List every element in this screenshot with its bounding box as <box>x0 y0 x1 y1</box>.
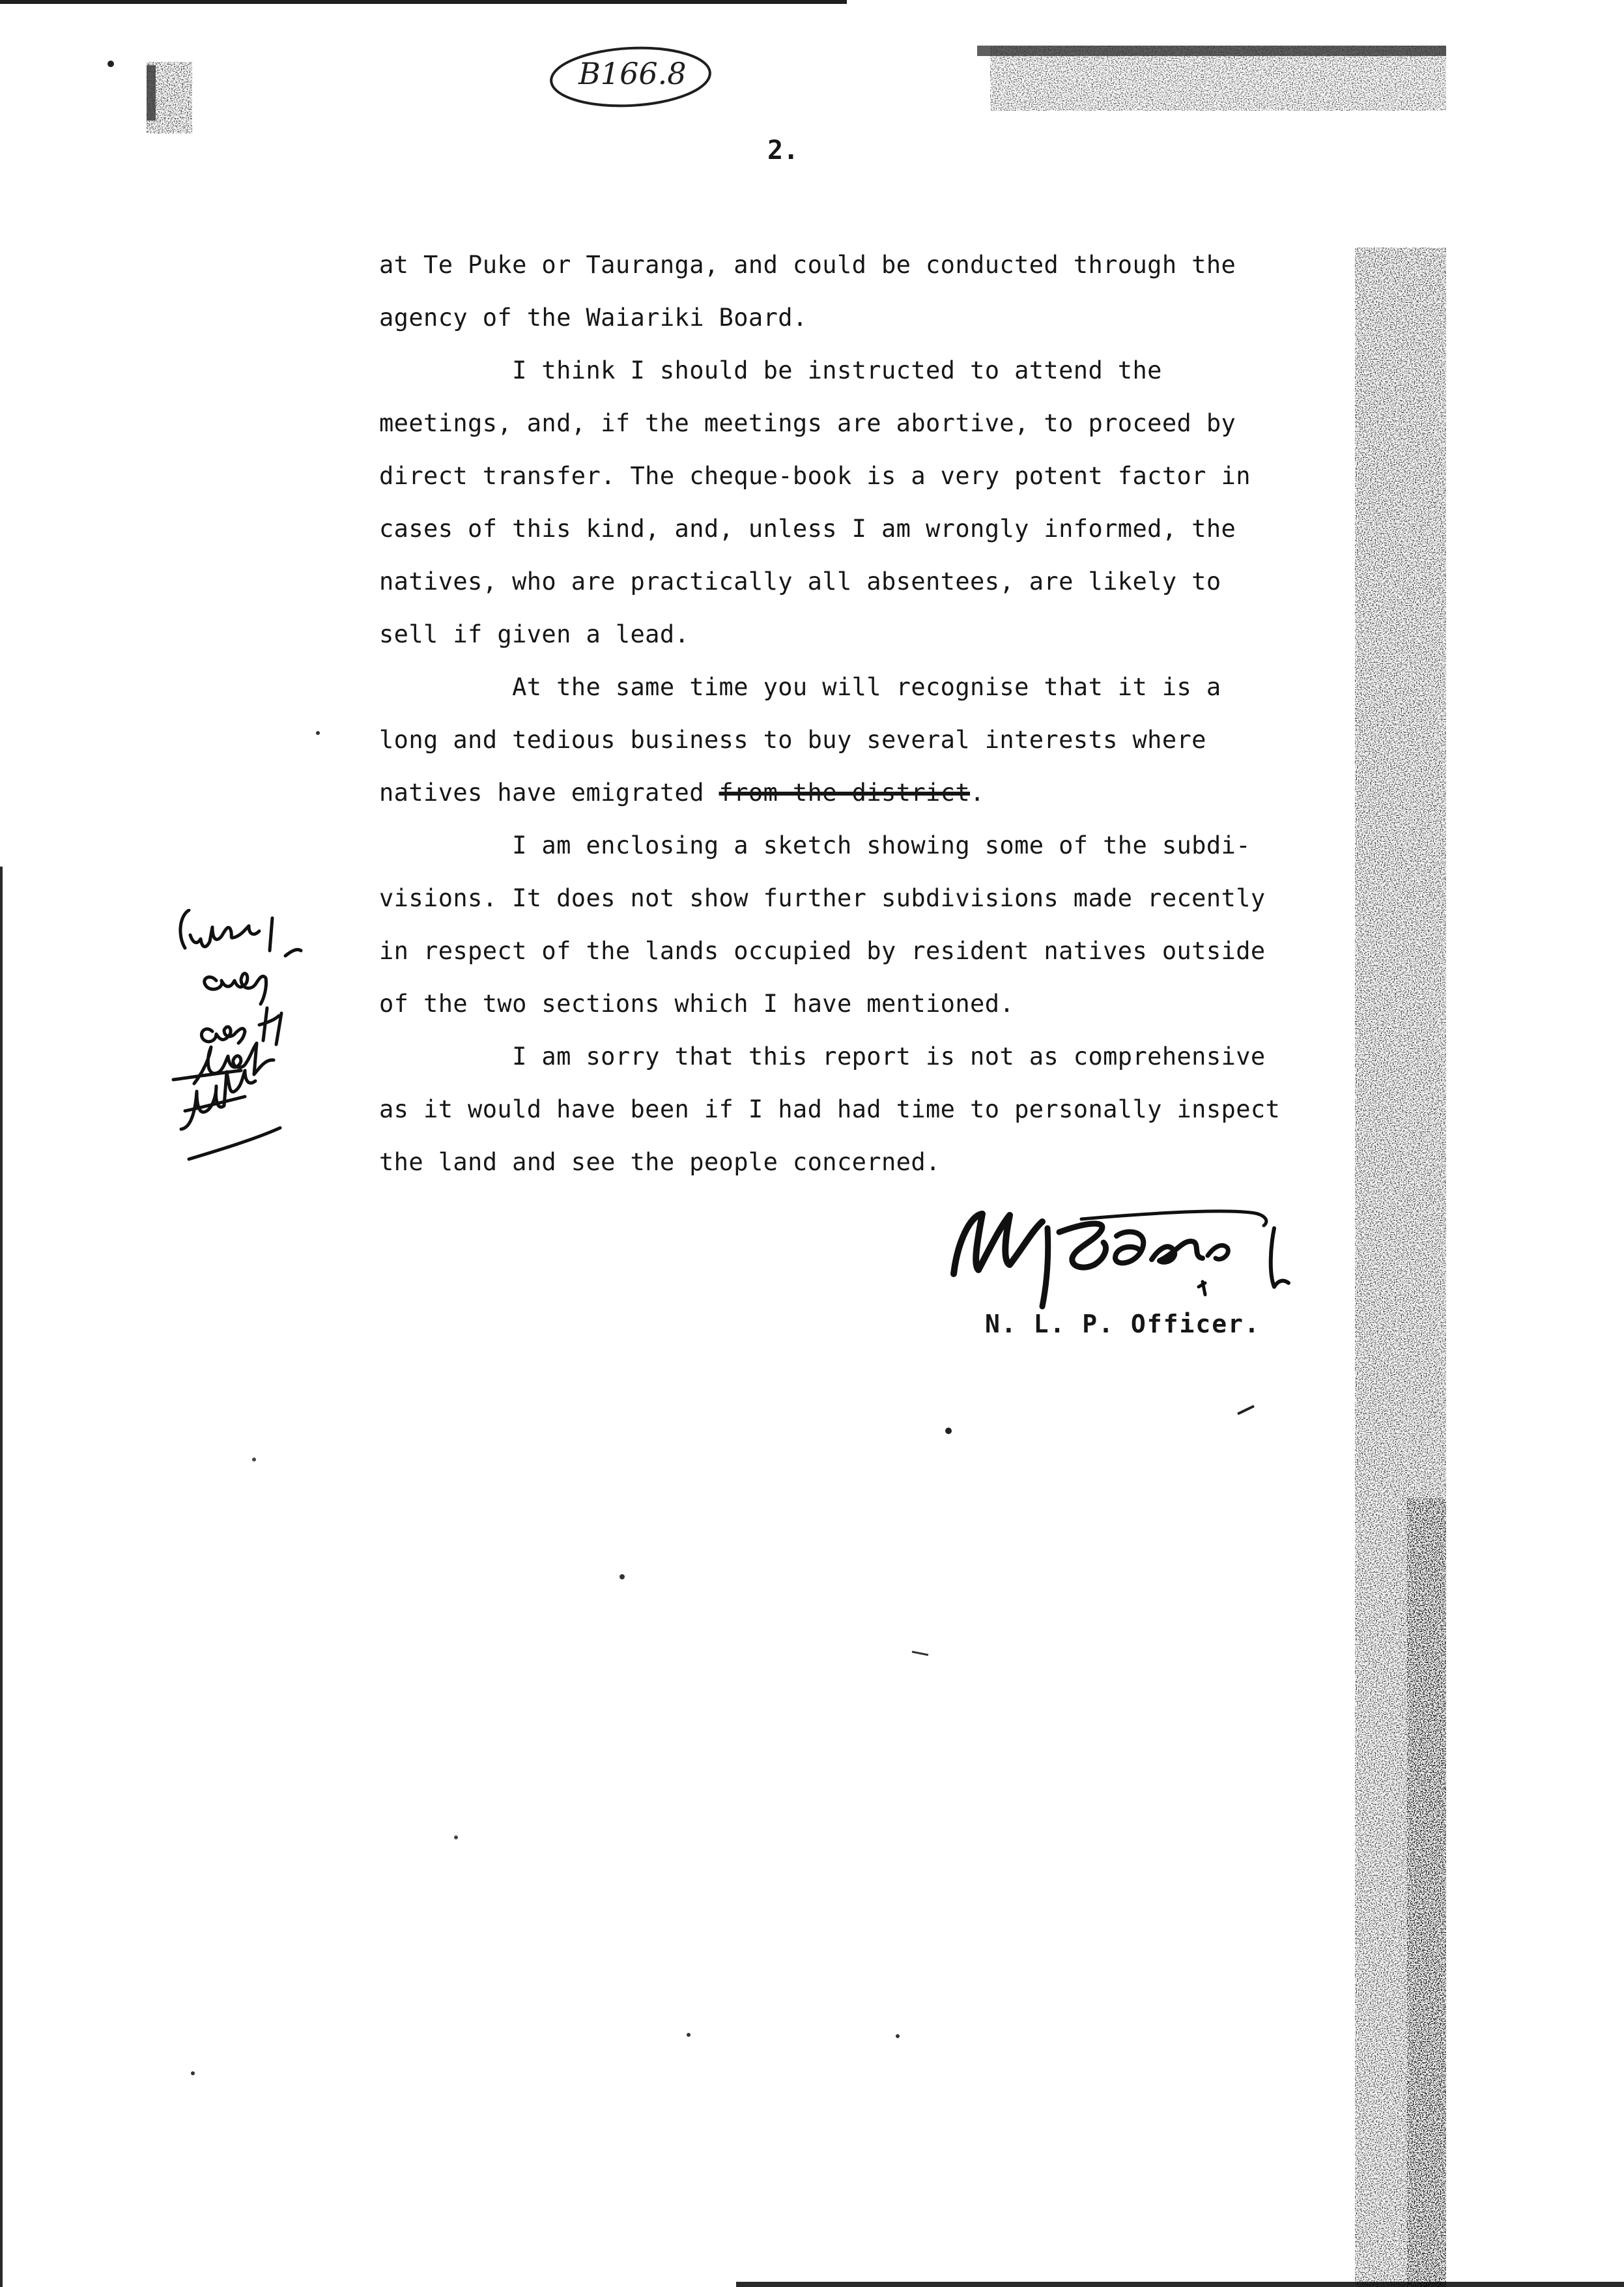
text-fragment: natives have emigrated <box>379 779 719 807</box>
paragraph-2 <box>379 344 1369 661</box>
text-line: cases of this kind, and, unless I am wrongly informed, the <box>379 515 1236 543</box>
text-line: sell if given a lead. <box>379 620 690 648</box>
struck-out-text: from the district <box>719 779 971 807</box>
text-line: long and tedious business to buy several interests where <box>379 726 1206 754</box>
paragraph-5 <box>379 1030 1369 1188</box>
text-fragment: . <box>970 779 985 807</box>
handwritten-signature <box>945 1202 1309 1313</box>
text-line: I think I should be instructed to attend the <box>379 356 1162 384</box>
handwritten-margin-note <box>171 909 340 1163</box>
paragraph-3 <box>379 661 1369 819</box>
text-line: of the two sections which I have mentioned. <box>379 990 1015 1018</box>
letter-body <box>379 238 1369 1188</box>
reference-number <box>547 42 723 115</box>
paragraph-1 <box>379 238 1369 344</box>
signature-title: N. L. P. Officer. <box>985 1310 1261 1338</box>
paragraph-4 <box>379 819 1369 1030</box>
text-line: agency of the Waiariki Board. <box>379 304 808 332</box>
text-line: at Te Puke or Tauranga, and could be conducted through the <box>379 251 1236 279</box>
text-line-with-strikeout <box>379 766 1369 819</box>
text-line: as it would have been if I had had time to personally inspect <box>379 1095 1281 1123</box>
reference-number-text: B166.8 <box>578 56 687 91</box>
page-number: 2. <box>767 136 799 165</box>
text-line: I am enclosing a sketch showing some of the subdi- <box>379 831 1251 859</box>
text-line: natives, who are practically all absentees, are likely to <box>379 568 1221 596</box>
text-line: I am sorry that this report is not as comprehensive <box>379 1043 1266 1071</box>
text-line: visions. It does not show further subdivisions made recently <box>379 884 1266 912</box>
text-line: At the same time you will recognise that it is a <box>379 673 1221 701</box>
text-line: direct transfer. The cheque-book is a very potent factor in <box>379 462 1251 490</box>
text-line: meetings, and, if the meetings are abortive, to proceed by <box>379 409 1236 437</box>
text-line: in respect of the lands occupied by resident natives outside <box>379 937 1266 965</box>
text-line: the land and see the people concerned. <box>379 1148 941 1176</box>
